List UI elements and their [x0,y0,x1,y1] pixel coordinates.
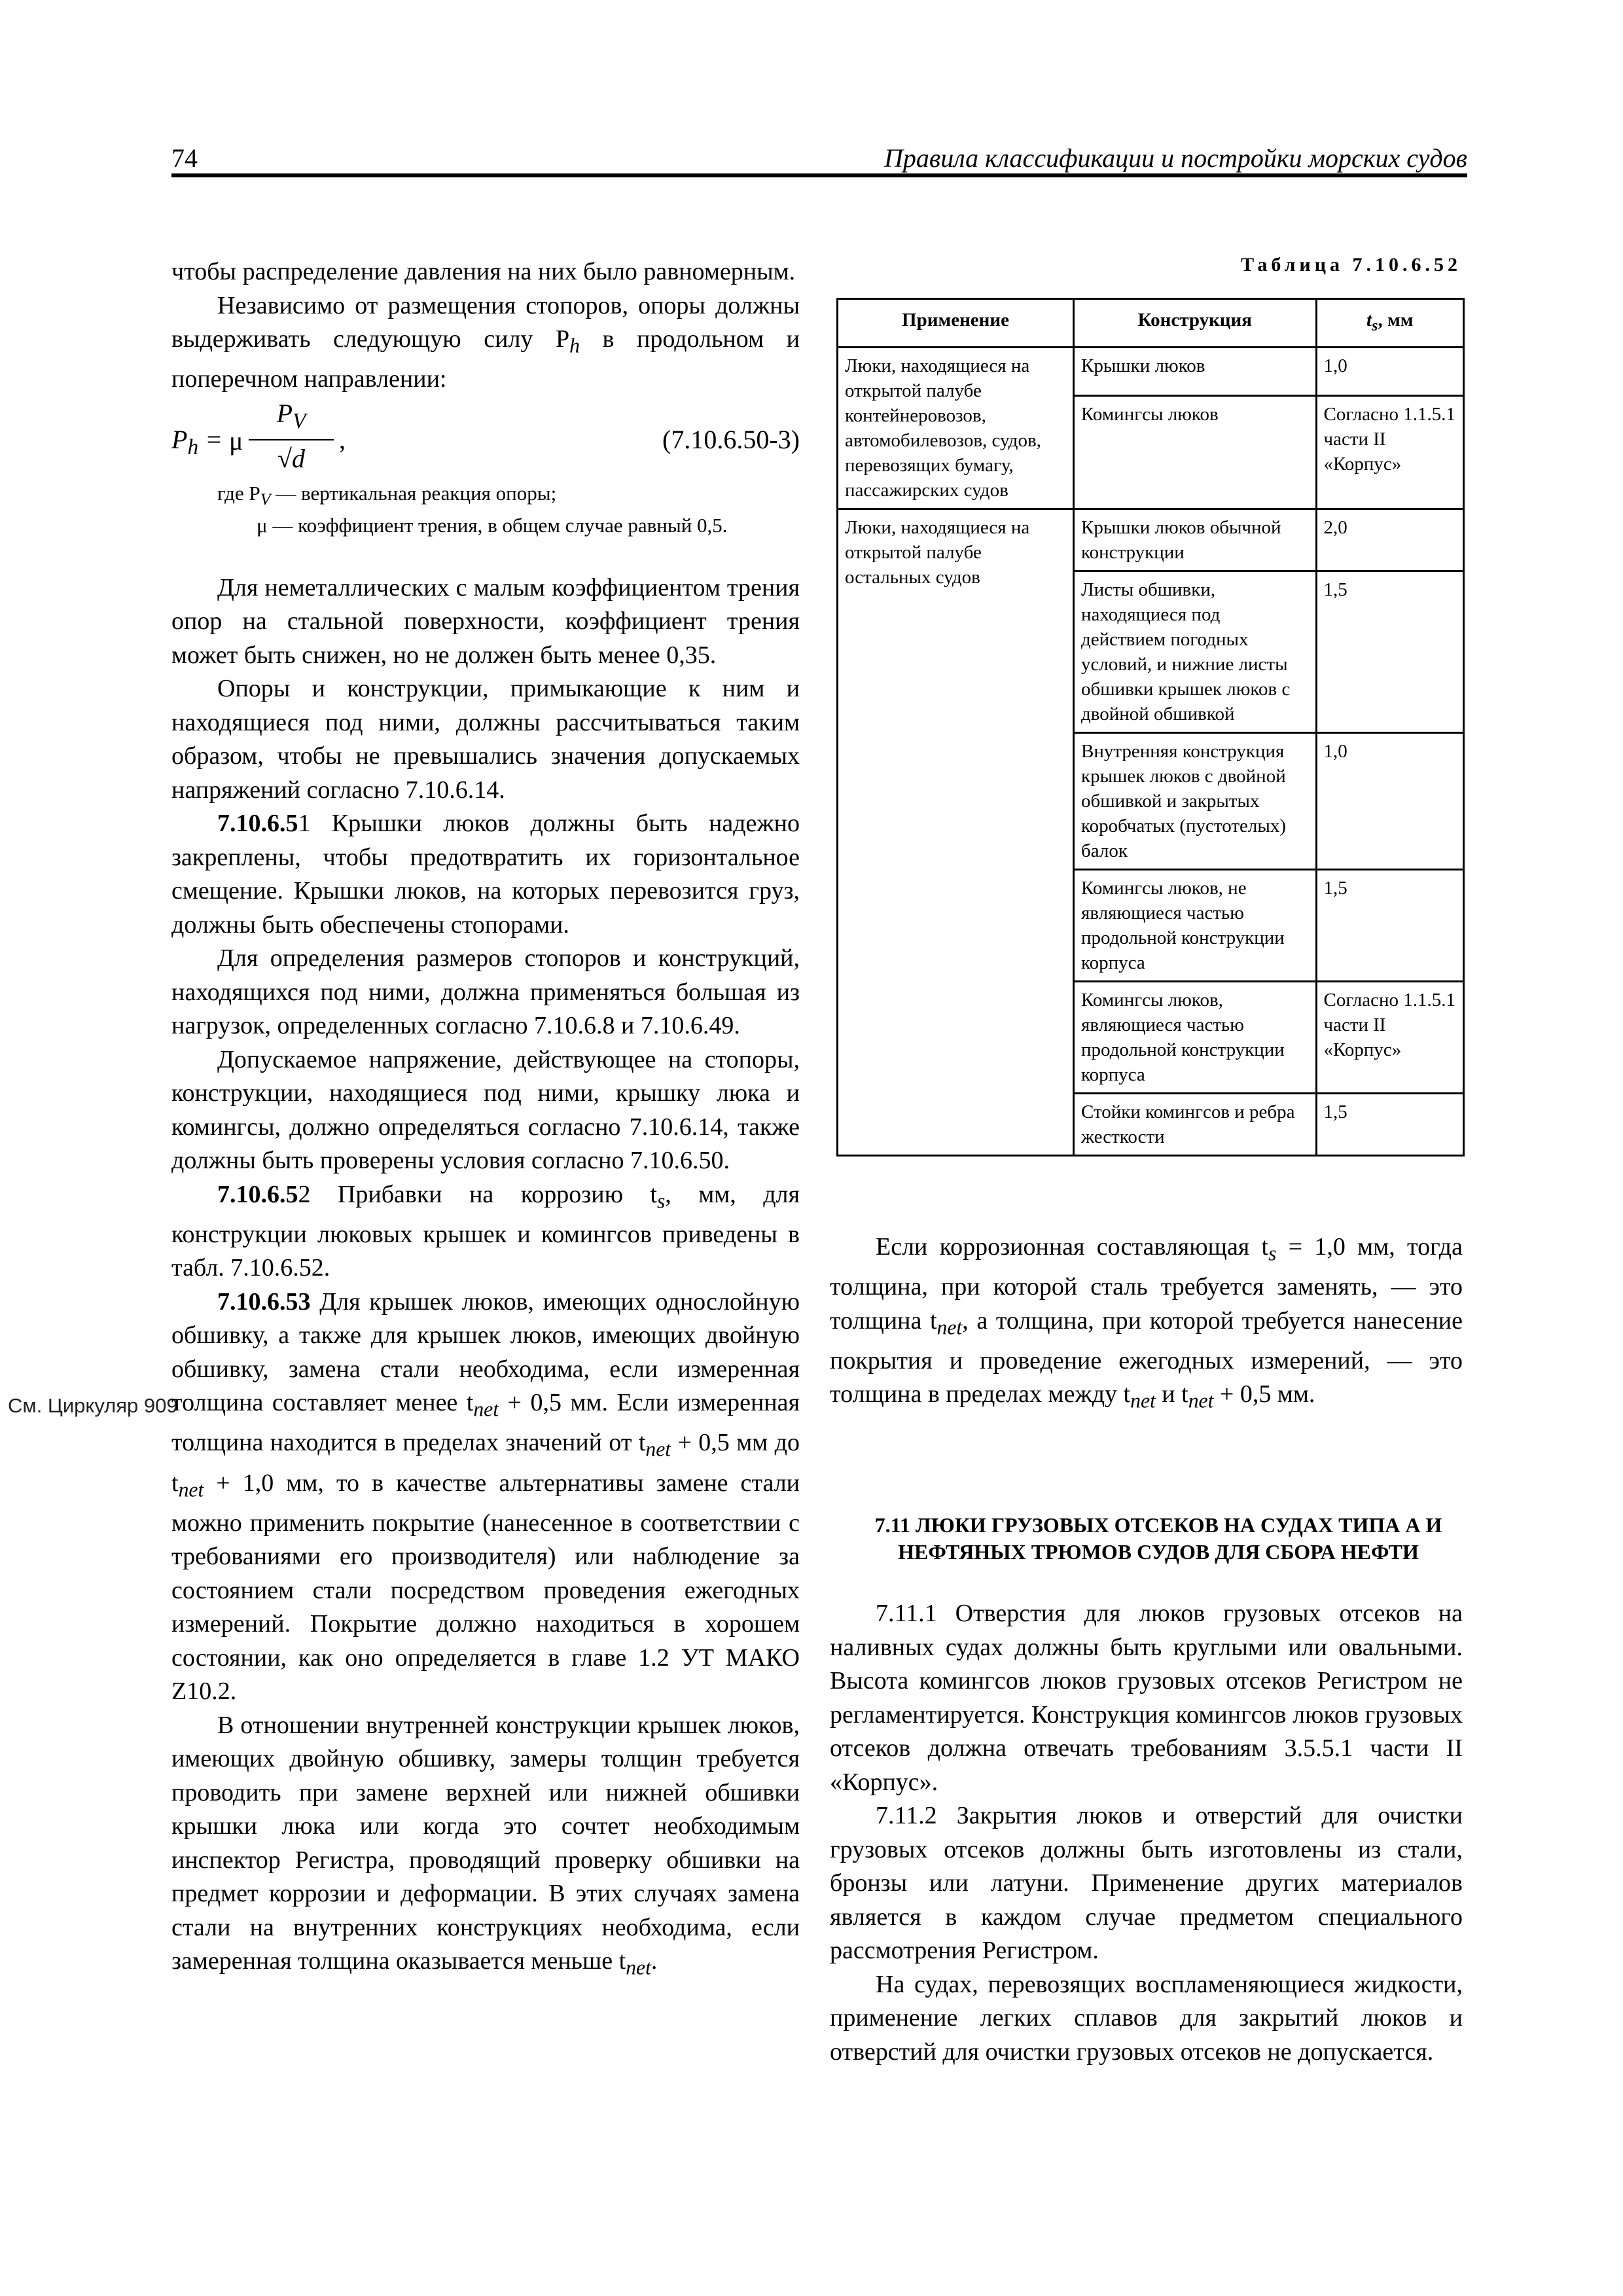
table-cell: Крышки люков обычной конструкции [1073,509,1316,571]
table-row [838,347,1464,395]
table-row [838,509,1464,571]
header-rule [171,173,1467,177]
table-cell: Комингсы люков, не являющиеся частью продольной конструкции корпуса [1073,869,1316,981]
table-cell: Крышки люков [1073,347,1316,395]
paragraph: 7.11.2 Закрытия люков и отверстий для очистки грузовых отсеков должны быть изготовлены из стали, бронзы или латуни. Применение других материалов является в каждом случае предметом специального рассмотрения Регистром. [830,1802,1463,1964]
table-cell: 1,5 [1316,869,1464,981]
table-caption: Таблица 7.10.6.52 [1241,254,1461,276]
paragraph: Опоры и конструкции, примыкающие к ним и находящиеся под ними, должны рассчитываться таким образом, чтобы не превышались значения допускаемых напряжений согласно 7.10.6.14. [171,675,800,804]
left-column [171,255,800,1984]
formula-numerator: μ $P_V$ [249,397,334,441]
table-cell: 1,0 [1316,347,1464,395]
table-cell: Комингсы люков [1073,395,1316,509]
table-header: Применение [838,299,1074,348]
formula-denominator: √d [277,444,305,474]
table-header: $t_s$, мм [1316,299,1464,348]
paragraph: Допускаемое напряжение, действующее на стопоры, конструкции, находящиеся под ними, крышку люка и комингсы, должно определяться согласно 7.10.6.14, также должны быть проверены условия согласно 7.10.6.50. [171,1045,800,1175]
formula-fraction [249,397,334,476]
table-cell: 2,0 [1316,509,1464,571]
right-column-top [830,1230,1463,1418]
section-heading: 7.11 ЛЮКИ ГРУЗОВЫХ ОТСЕКОВ НА СУДАХ ТИПА А И НЕФТЯНЫХ ТРЮМОВ СУДОВ ДЛЯ СБОРА НЕФТИ [874,1513,1442,1564]
formula [171,397,800,474]
page-number: 74 [171,143,198,173]
table-cell: Внутренняя конструкция крышек люков с двойной обшивкой и закрытых коробчатых (пустотелых) балок [1073,732,1316,869]
paragraph: 7.10.6.53 Для крышек люков, имеющих однослойную обшивку, а также для крышек люков, имеющих двойную обшивку, замена стали необходима, если измеренная толщина составляет менее $t_{net} + 0,5$ мм. Если измеренная толщина находится в пределах значений от $t_{net} + 0,5$ мм до $t_{net} + 1,0$ мм, то в качестве альтернативы замене стали можно применить покрытие (нанесенное в соответствии с требованиями его производителя) или наблюдение за состоянием стали посредством проведения ежегодных измерений. Покрытие должно находиться в хорошем состоянии, как оно определяется в главе 1.2 УТ МАКО Z10.2. [171,1287,800,1706]
side-note: См. Циркуляр 909 [8,1394,178,1417]
table-cell: Люки, находящиеся на открытой палубе остальных судов [838,509,1074,1155]
paragraph: В отношении внутренней конструкции крышек люков, имеющих двойную обшивку, замеры толщин требуется проводить при замене верхней или нижней обшивки крышки люка или когда это сочтет необходимым инспектор Регистра, проводящий проверку обшивки на предмет коррозии и деформации. В этих случаях замена стали на внутренних конструкциях необходима, если замеренная толщина оказывается меньше $t_{net}$. [171,1711,800,1979]
right-column [830,1597,1463,2069]
table-cell: 1,0 [1316,732,1464,869]
paragraph: Для определения размеров стопоров и конструкций, находящихся под ними, должна применяться большая из нагрузок, определенных согласно 7.10.6.8 и 7.10.6.49. [171,944,800,1040]
table-cell: Согласно 1.1.5.1 части II «Корпус» [1316,395,1464,509]
running-title: Правила классификации и постройки морских судов [883,143,1467,173]
paragraph: Если коррозионная составляющая $t_s = 1,0$ мм, тогда толщина, при которой сталь требуется заменять, — это толщина $t_{net}$, а толщина, при которой требуется нанесение покрытия и проведение ежегодных измерений, — это толщина в пределах между $t_{net}$ и $t_{net} + 0,5$ мм. [830,1233,1463,1412]
table-cell: 1,5 [1316,571,1464,732]
paragraph: 7.10.6.51 Крышки люков должны быть надежно закреплены, чтобы предотвратить их горизонтальное смещение. Крышки люков, на которых перевозится груз, должны быть обеспечены стопорами. [171,810,800,939]
table-header: Конструкция [1073,299,1316,348]
formula-number: (7.10.6.50-3) [662,424,800,454]
formula-lhs: $P_h$ = [171,424,223,459]
table-cell: Комингсы люков, являющиеся частью продольной конструкции корпуса [1073,981,1316,1093]
formula-note: где $P_V$ — вертикальная реакция опоры; μ — коэффициент трения, в общем случае равный 0,5. [217,481,728,537]
paragraph: 7.11.1 Отверстия для люков грузовых отсеков на наливных судах должны быть круглыми или овальными. Высота комингсов люков грузовых отсеков Регистром не регламентируется. Конструкция комингсов люков грузовых отсеков должна отвечать требованиям 3.5.5.1 части II «Корпус». [830,1600,1463,1796]
table-cell: Согласно 1.1.5.1 части II «Корпус» [1316,981,1464,1093]
corrosion-table [836,298,1465,1157]
table-header-row [838,299,1464,348]
table-cell: 1,5 [1316,1093,1464,1155]
table-cell: Люки, находящиеся на открытой палубе контейнеровозов, автомобилевозов, судов, перевозящих бумагу, пассажирских судов [838,347,1074,509]
paragraph: Независимо от размещения стопоров, опоры должны выдерживать следующую силу $P_h$ в продольном и поперечном направлении: [171,291,800,393]
formula-comma: , [339,424,346,454]
table-cell: Стойки комингсов и ребра жесткости [1073,1093,1316,1155]
paragraph: чтобы распределение давления на них было равномерным. [171,258,796,285]
paragraph: 7.10.6.52 Прибавки на коррозию $t_s$, мм, для конструкции люковых крышек и комингсов приведены в табл. 7.10.6.52. [171,1180,800,1282]
table-cell: Листы обшивки, находящиеся под действием погодных условий, и нижние листы обшивки крышек люков с двойной обшивкой [1073,571,1316,732]
paragraph: Для неметаллических с малым коэффициентом трения опор на стальной поверхности, коэффициент трения может быть снижен, но не должен быть менее 0,35. [171,573,800,669]
paragraph: На судах, перевозящих воспламеняющиеся жидкости, применение легких сплавов для закрытий люков и отверстий для очистки грузовых отсеков не допускается. [830,1970,1463,2066]
